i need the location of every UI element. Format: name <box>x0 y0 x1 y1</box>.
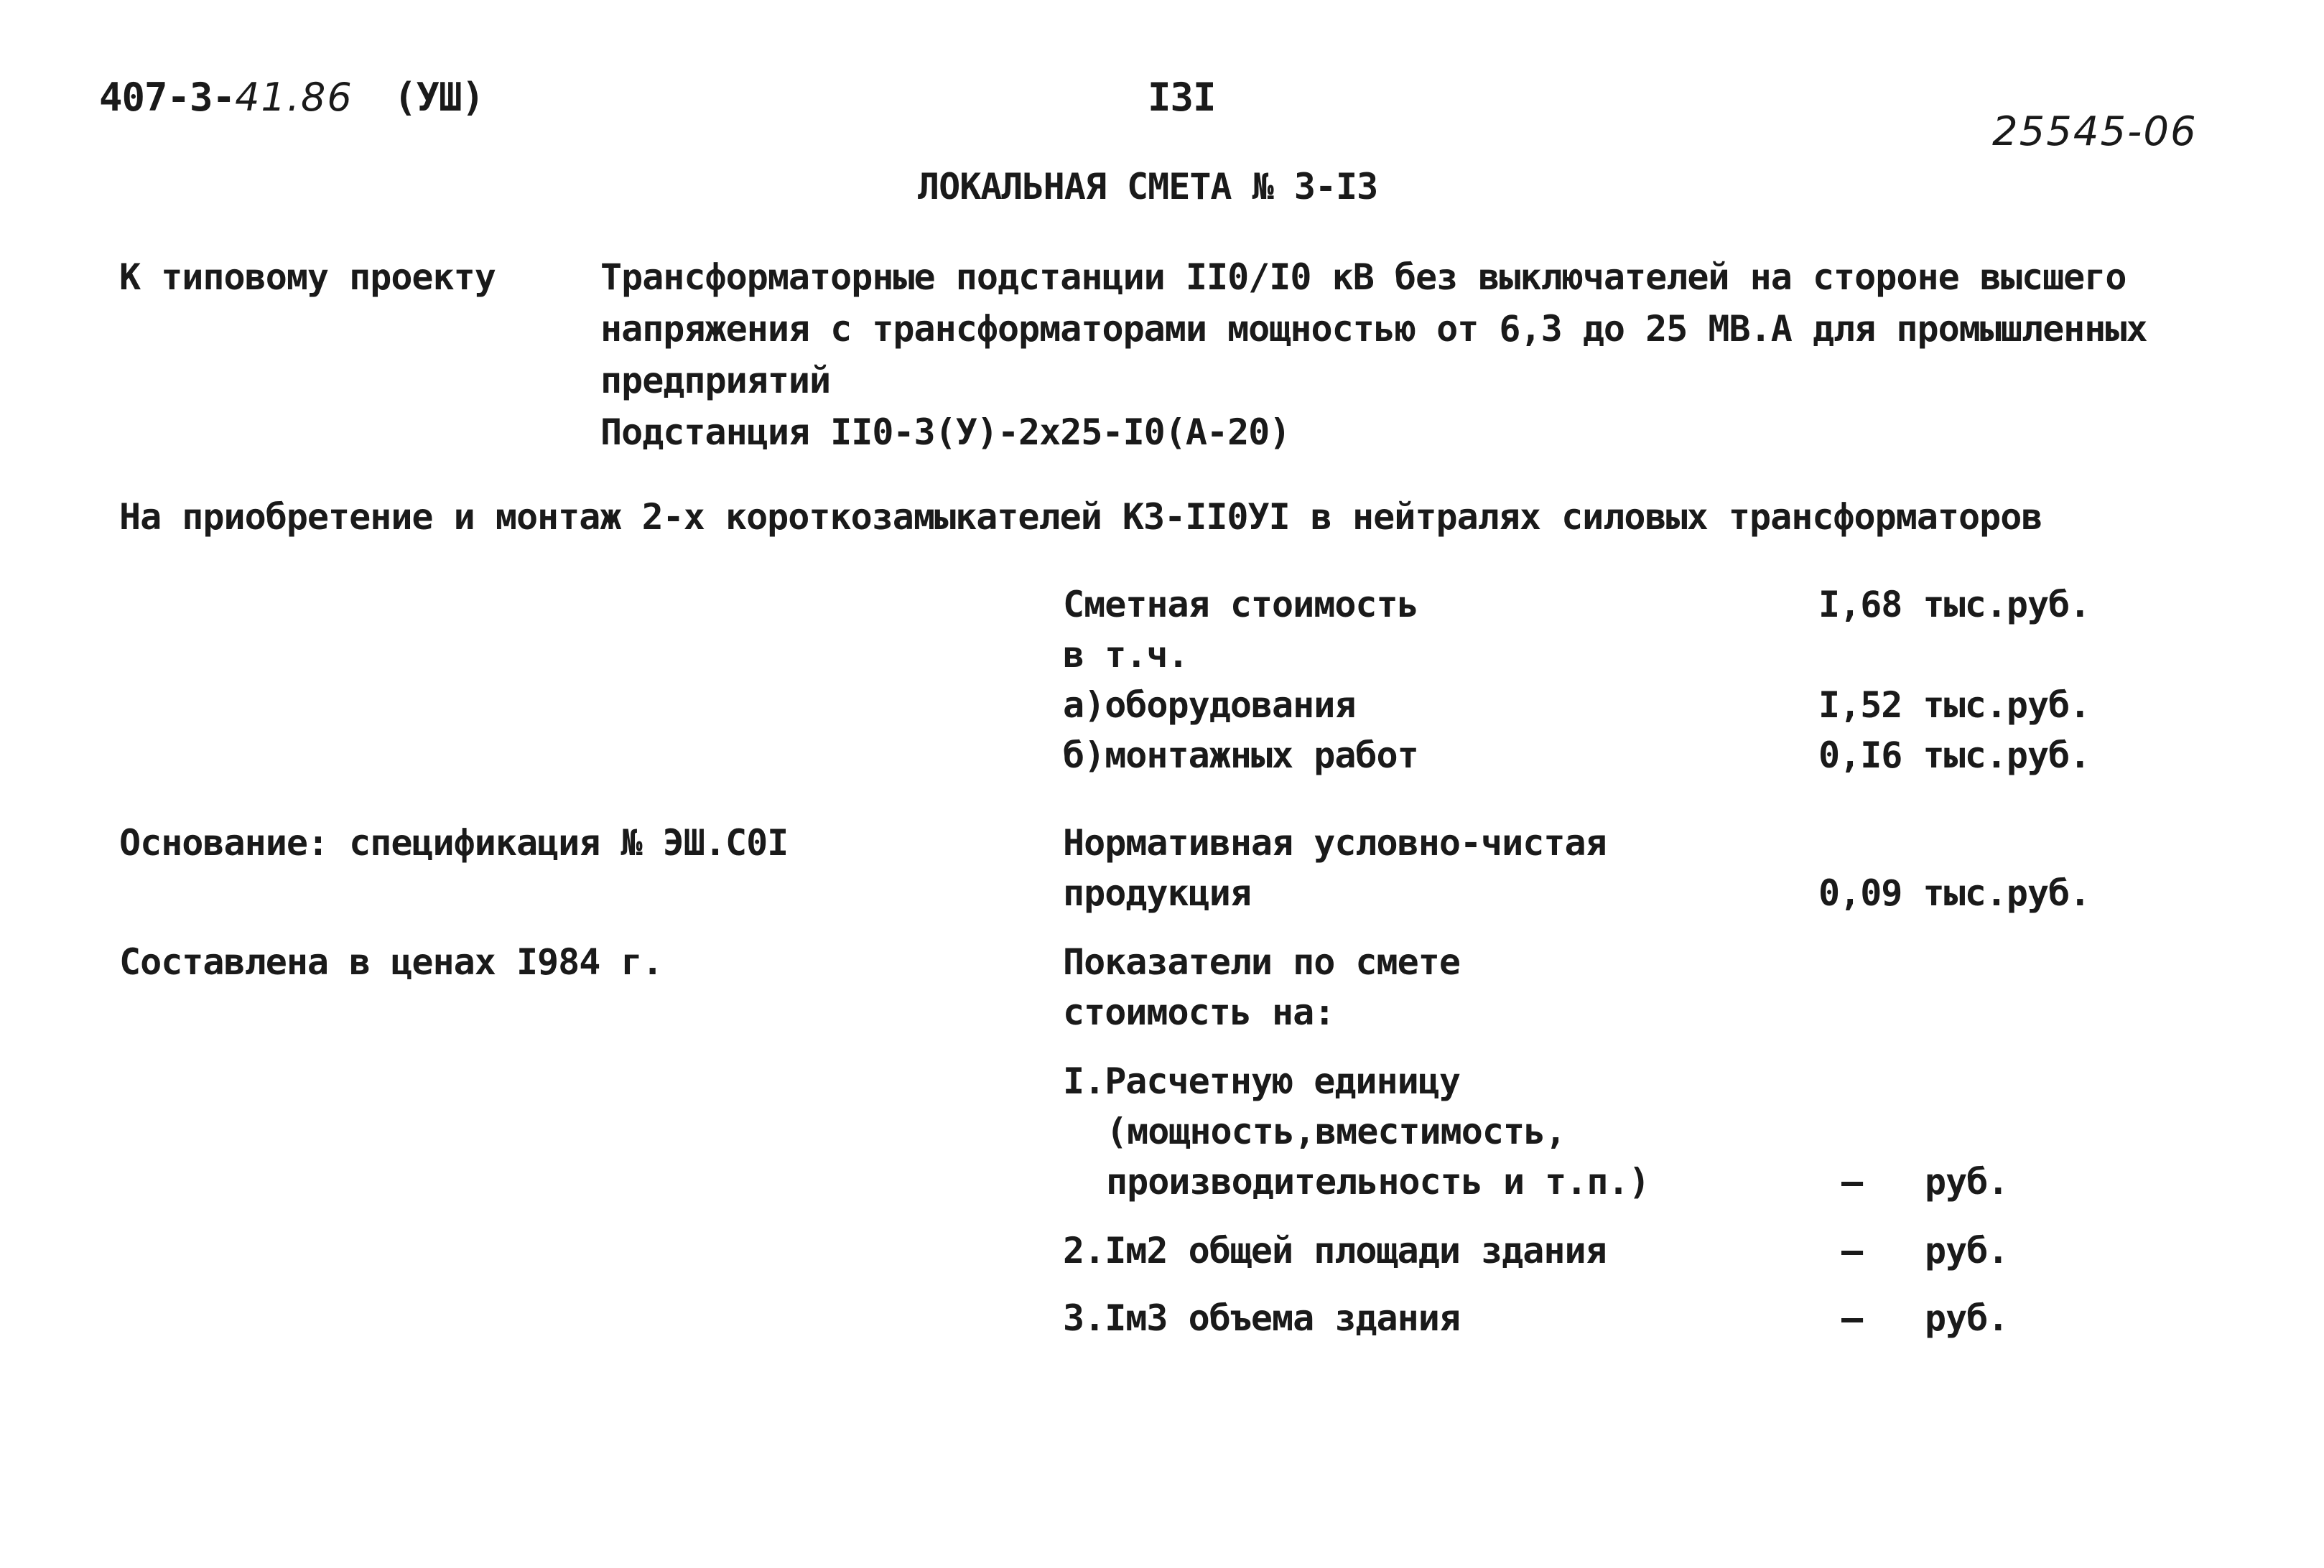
indicators-heading-2: стоимость на: <box>1063 991 1335 1033</box>
indicator-3-line-1: 3.Iм3 объема здания <box>1063 1297 1460 1339</box>
installation-label: б)монтажных работ <box>1063 734 1418 776</box>
installation-value: 0,I6 тыс.руб. <box>1818 734 2091 776</box>
project-line-1: Трансформаторные подстанции II0/I0 кВ без выключателей на стороне высшего <box>600 256 2127 298</box>
estimate-subject: На приобретение и монтаж 2-х короткозамыкателей КЗ-II0УI в нейтралях силовых трансформаторов <box>119 496 2042 538</box>
normative-value: 0,09 тыс.руб. <box>1818 872 2091 914</box>
project-code-printed: 407-3- <box>99 75 236 120</box>
inventory-number: 25545-06 <box>1992 108 2198 155</box>
indicator-1-line-1: I.Расчетную единицу <box>1063 1060 1460 1102</box>
indicator-3-unit: руб. <box>1925 1297 2009 1339</box>
normative-label-1: Нормативная условно-чистая <box>1063 822 1607 864</box>
price-year-text: Составлена в ценах I984 г. <box>119 941 663 983</box>
indicator-2-unit: руб. <box>1925 1230 2009 1271</box>
project-code-handwritten: 41.86 <box>235 75 353 120</box>
album-number: (УШ) <box>394 75 485 120</box>
indicator-1-line-3: производительность и т.п.) <box>1106 1161 1650 1203</box>
indicators-heading-1: Показатели по смете <box>1063 941 1460 983</box>
substation-name: Подстанция II0-3(У)-2x25-I0(А-20) <box>600 411 1291 453</box>
indicator-1-unit: руб. <box>1925 1161 2009 1203</box>
basis-text: Основание: спецификация № ЭШ.С0I <box>119 822 789 864</box>
equipment-value: I,52 тыс.руб. <box>1818 684 2091 726</box>
indicator-3-dash: – <box>1841 1297 1863 1339</box>
including-label: в т.ч. <box>1063 634 1189 676</box>
normative-label-2: продукция <box>1063 872 1251 914</box>
indicator-1-dash: – <box>1841 1161 1863 1203</box>
total-cost-value: I,68 тыс.руб. <box>1818 584 2091 625</box>
estimate-title: ЛОКАЛЬНАЯ СМЕТА № 3-I3 <box>918 166 1378 207</box>
indicator-2-line-1: 2.Iм2 общей площади здания <box>1063 1230 1607 1271</box>
page-number: I3I <box>1148 75 1216 120</box>
indicator-1-line-2: (мощность,вместимость, <box>1106 1111 1566 1152</box>
total-cost-label: Сметная стоимость <box>1063 584 1418 625</box>
project-code <box>99 72 353 123</box>
equipment-label: а)оборудования <box>1063 684 1356 726</box>
project-line-2: напряжения с трансформаторами мощностью от 6,3 до 25 МВ.А для промышленных <box>600 308 2147 350</box>
project-line-3: предприятий <box>600 360 831 401</box>
project-label: К типовому проекту <box>119 256 496 298</box>
indicator-2-dash: – <box>1841 1230 1863 1271</box>
